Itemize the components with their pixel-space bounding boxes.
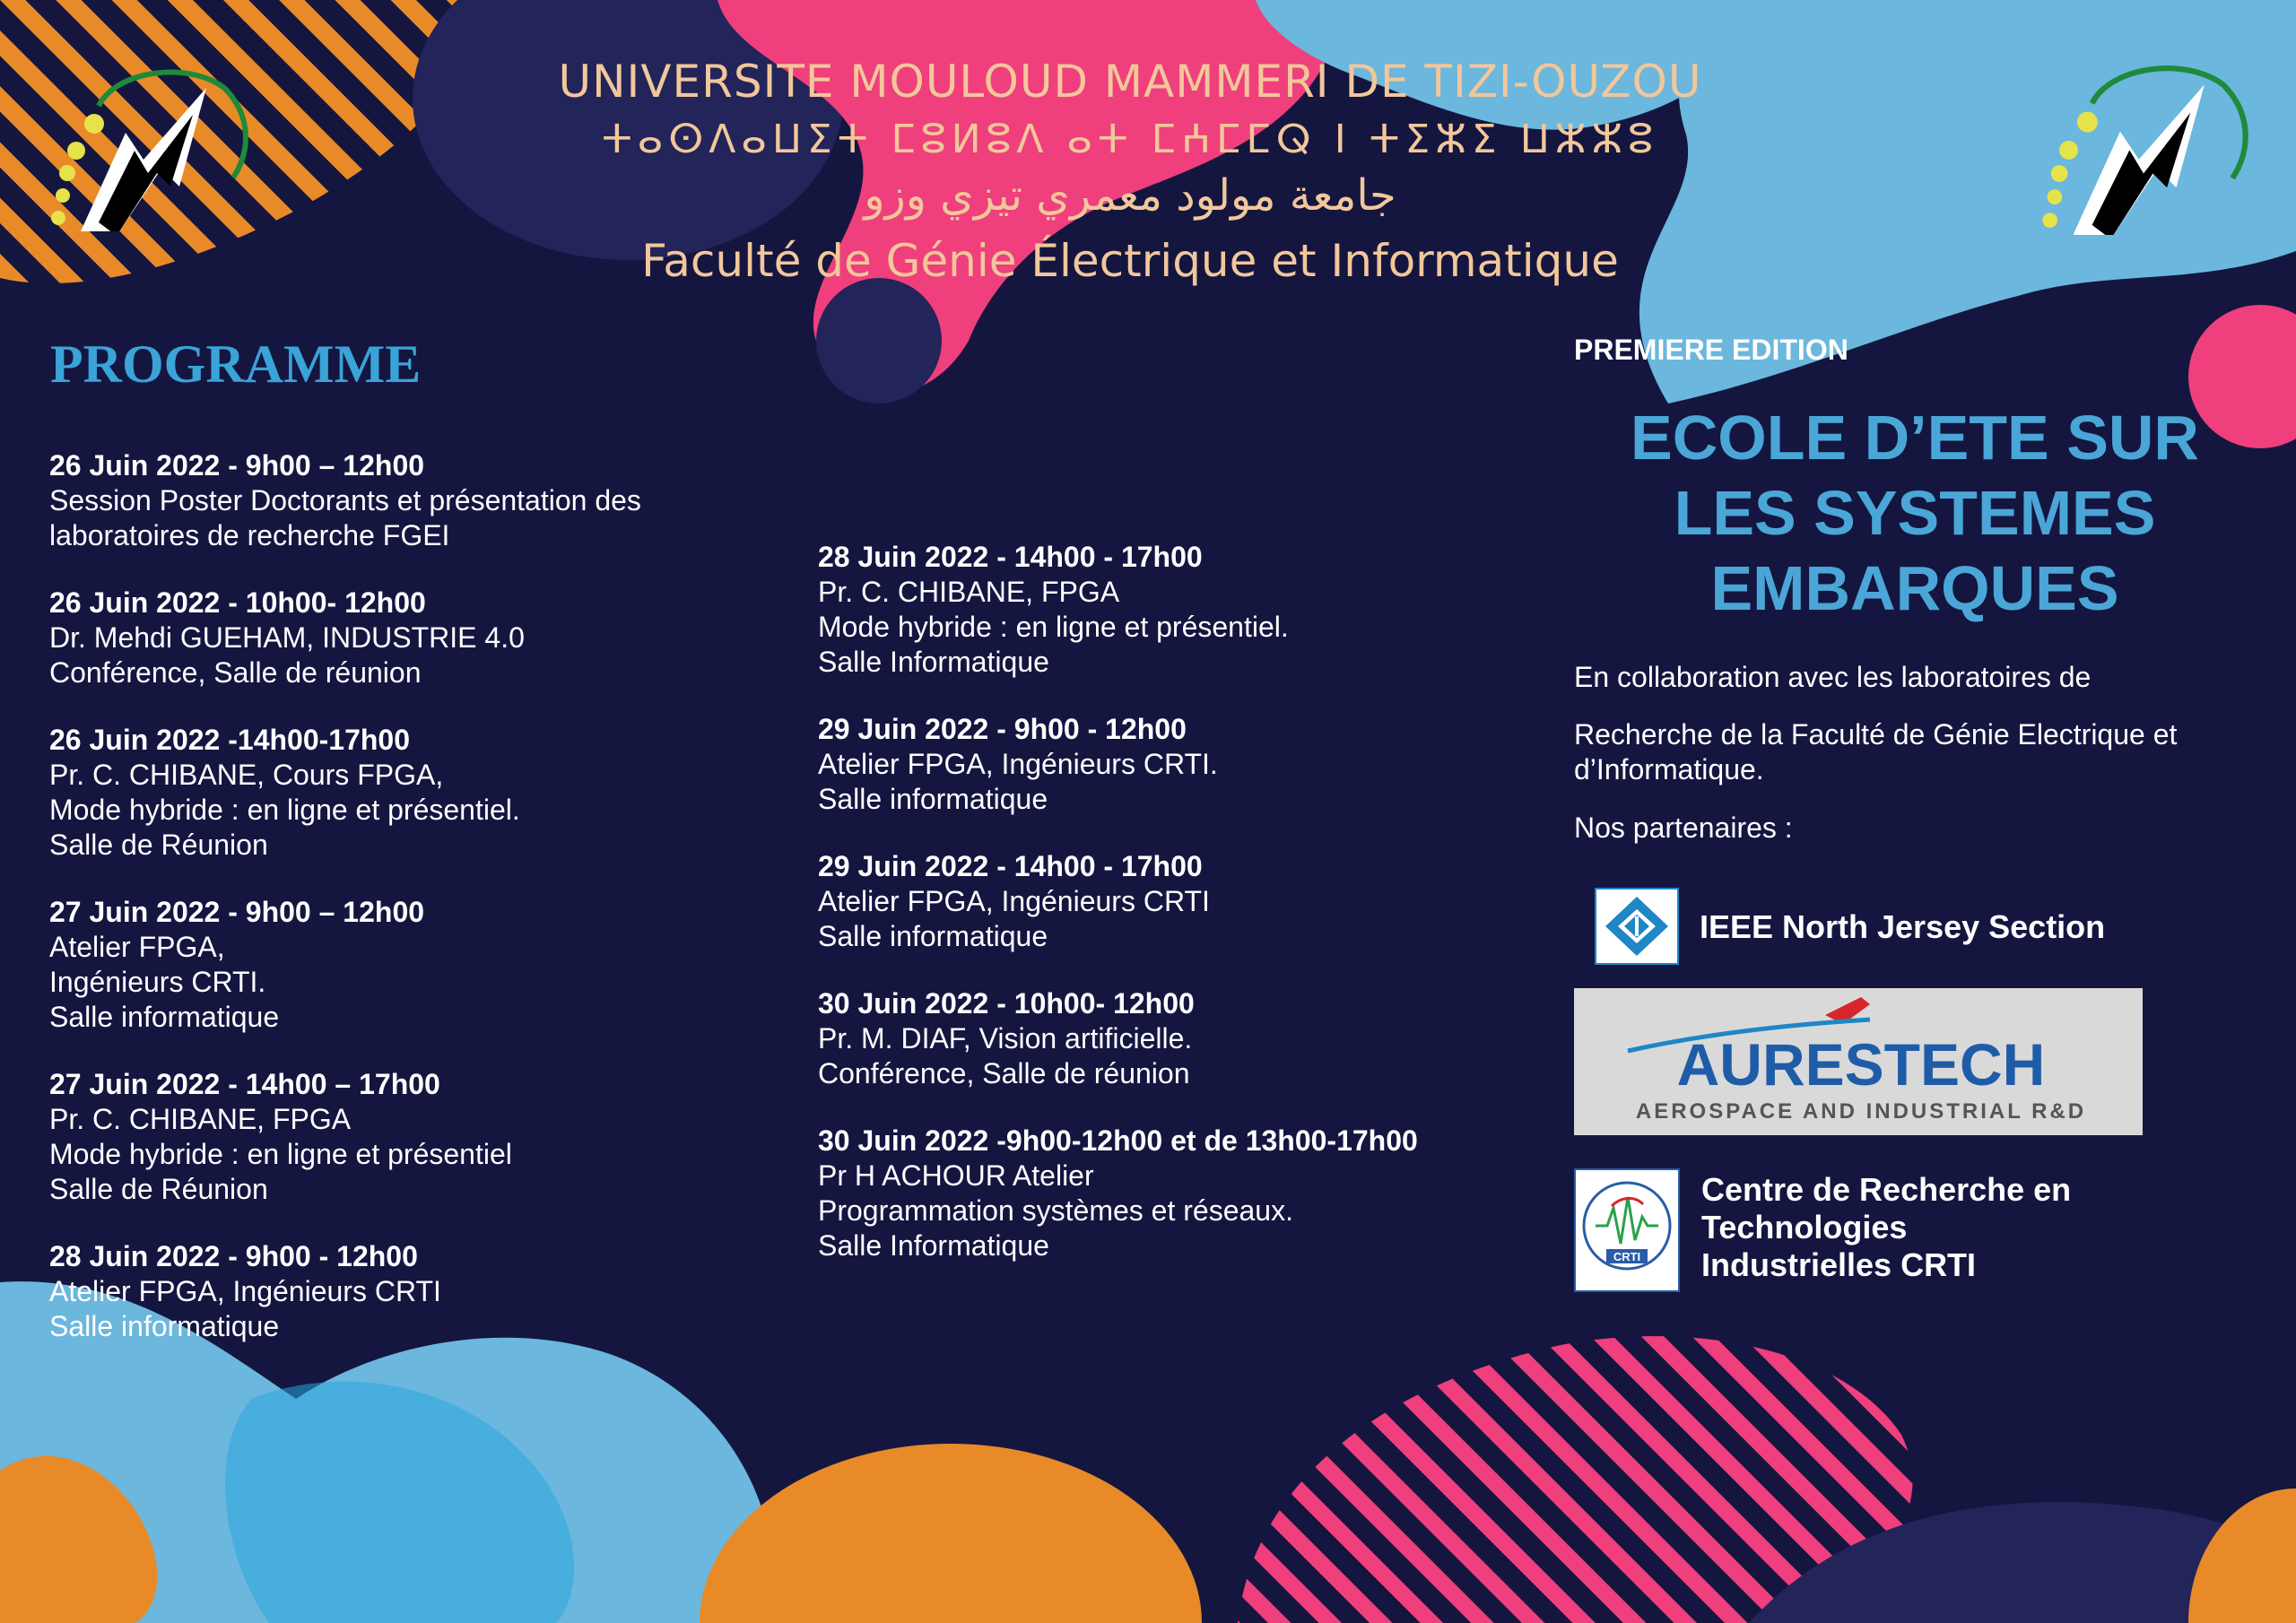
programme-title: PROGRAMME (50, 334, 422, 394)
collaboration-text-2: Recherche de la Faculté de Génie Electrique et d’Informatique. (1574, 718, 2178, 785)
item-details: Pr. C. CHIBANE, FPGA Mode hybride : en ligne et présentiel Salle de Réunion (49, 1103, 512, 1205)
edition-label: PREMIERE EDITION (1574, 334, 1848, 366)
programme-item (49, 1067, 785, 1207)
item-date: 28 Juin 2022 - 9h00 - 12h00 (49, 1240, 418, 1272)
event-title-line: ECOLE D’ETE SUR (1631, 403, 2199, 473)
item-date: 28 Juin 2022 - 14h00 - 17h00 (818, 541, 1203, 573)
crti-logo (1574, 1168, 1680, 1292)
item-date: 26 Juin 2022 -14h00-17h00 (49, 724, 411, 756)
svg-text:AURESTECH: AURESTECH (1676, 1031, 2046, 1098)
item-date: 26 Juin 2022 - 10h00- 12h00 (49, 586, 426, 619)
event-title (1574, 400, 2256, 626)
programme-item (818, 1124, 1562, 1263)
event-title-line: LES SYSTEMES (1674, 478, 2156, 548)
programme-item (818, 849, 1562, 954)
aurestech-logo (1574, 988, 2143, 1135)
item-date: 29 Juin 2022 - 14h00 - 17h00 (818, 850, 1203, 882)
item-details: Pr. C. CHIBANE, Cours FPGA, Mode hybride : en ligne et présentiel. Salle de Réunion (49, 759, 520, 861)
item-details: Atelier FPGA, Ingénieurs CRTI. Salle informatique (49, 931, 280, 1033)
programme-item (49, 895, 785, 1035)
university-name-arabic: جامعة مولود معمري تيزي وزو (864, 170, 1396, 221)
svg-text:AEROSPACE AND INDUSTRIAL R&D: AEROSPACE AND INDUSTRIAL R&D (1635, 1099, 2087, 1124)
programme-item (49, 723, 785, 863)
programme-item (818, 712, 1562, 817)
svg-text:CRTI: CRTI (1613, 1250, 1641, 1263)
aurestech-rocket-icon (1574, 988, 2143, 1135)
item-details: Dr. Mehdi GUEHAM, INDUSTRIE 4.0 Conférence, Salle de réunion (49, 621, 525, 689)
item-date: 27 Juin 2022 - 9h00 – 12h00 (49, 896, 425, 928)
ieee-logo (1595, 888, 1679, 965)
crti-seal-icon (1576, 1170, 1678, 1290)
programme-item (49, 586, 785, 690)
item-details: Atelier FPGA, Ingénieurs CRTI Salle informatique (818, 885, 1210, 952)
programme-column-2 (818, 540, 1562, 1296)
item-date: 30 Juin 2022 -9h00-12h00 et de 13h00-17h00 (818, 1124, 1418, 1157)
item-date: 29 Juin 2022 - 9h00 - 12h00 (818, 713, 1187, 745)
item-details: Pr H ACHOUR Atelier Programmation systèmes et réseaux. Salle Informatique (818, 1159, 1293, 1262)
faculty-name: Faculté de Génie Électrique et Informatique (641, 235, 1619, 287)
programme-column-1 (49, 448, 785, 1376)
programme-item (49, 448, 785, 553)
crti-partner-name: Centre de Recherche en Technologies Industrielles CRTI (1701, 1171, 2072, 1283)
partners-label: Nos partenaires : (1574, 812, 1793, 844)
university-name-tifinagh: ⵜⴰⵙⴷⴰⵡⵉⵜ ⵎⵓⵍⵓⴷ ⴰⵜ ⵎⵄⵎⵎⵕ ⵏ ⵜⵉⵣⵉ ⵡⵣⵣⵓ (602, 117, 1658, 162)
programme-item (818, 540, 1562, 680)
item-details: Atelier FPGA, Ingénieurs CRTI Salle informatique (49, 1275, 441, 1342)
programme-item (818, 986, 1562, 1091)
item-details: Pr. M. DIAF, Vision artificielle. Conférence, Salle de réunion (818, 1022, 1193, 1089)
item-details: Pr. C. CHIBANE, FPGA Mode hybride : en ligne et présentiel. Salle Informatique (818, 576, 1289, 678)
item-details: Atelier FPGA, Ingénieurs CRTI. Salle informatique (818, 748, 1218, 815)
item-date: 26 Juin 2022 - 9h00 – 12h00 (49, 449, 425, 482)
programme-item (49, 1239, 785, 1344)
item-date: 30 Juin 2022 - 10h00- 12h00 (818, 987, 1195, 1020)
ieee-partner-name: IEEE North Jersey Section (1700, 908, 2106, 945)
event-title-line: EMBARQUES (1710, 553, 2119, 623)
item-date: 27 Juin 2022 - 14h00 – 17h00 (49, 1068, 440, 1100)
university-name: UNIVERSITE MOULOUD MAMMERI DE TIZI-OUZOU (558, 56, 1702, 108)
item-details: Session Poster Doctorants et présentation des laboratoires de recherche FGEI (49, 484, 641, 551)
collaboration-text: En collaboration avec les laboratoires de (1574, 661, 2092, 693)
ieee-diamond-icon (1596, 890, 1677, 963)
